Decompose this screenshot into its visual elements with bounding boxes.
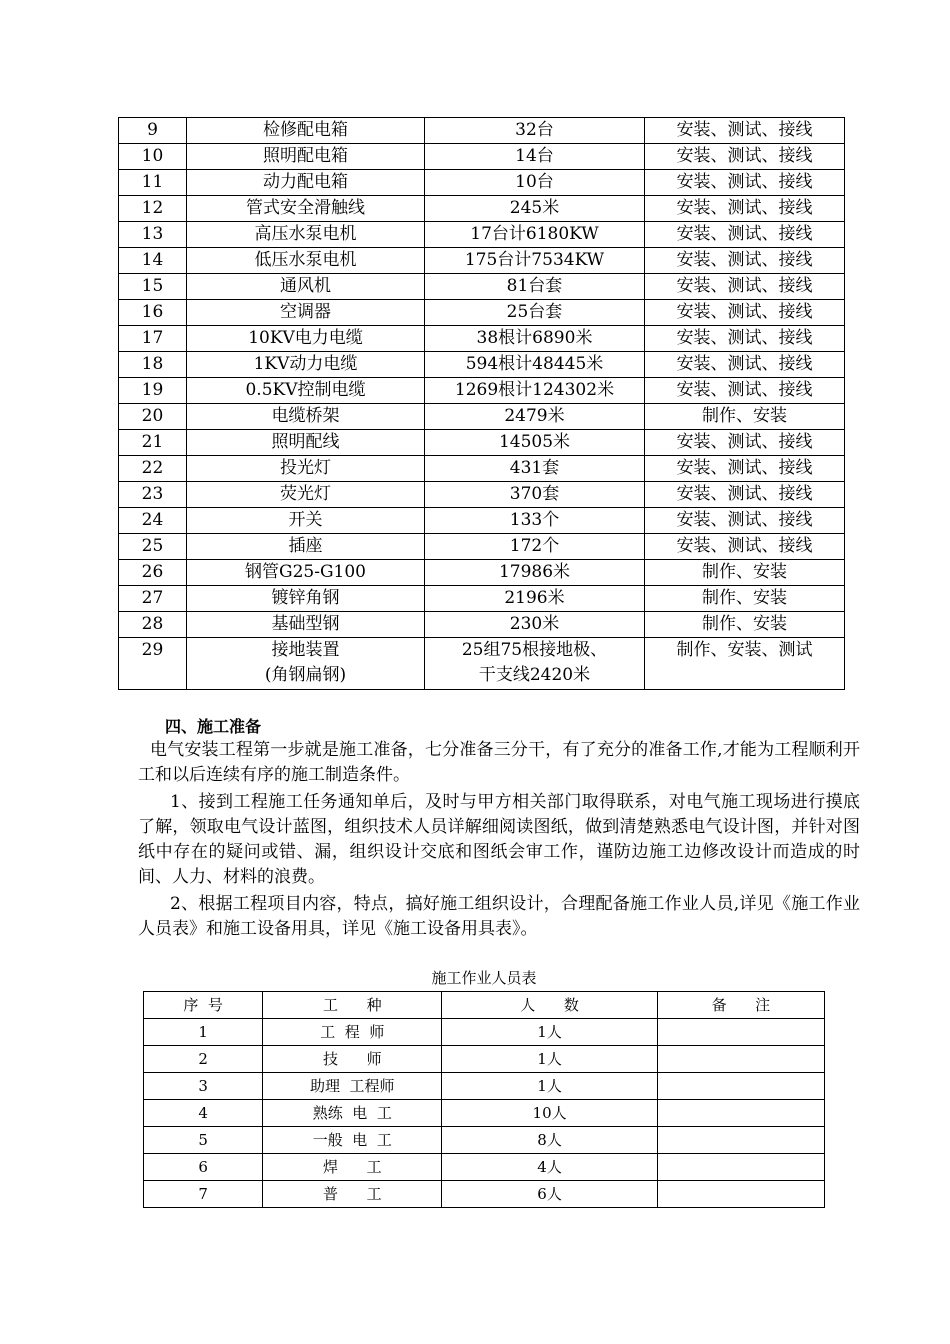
cell-quantity: [425, 196, 645, 222]
cell-work: 安装、测试、接线: [645, 248, 845, 274]
cell-quantity: [425, 638, 645, 690]
cell-number: 3: [144, 1073, 263, 1100]
cell-quantity: [425, 482, 645, 508]
cell-number: 11: [119, 170, 187, 196]
header-cell-count: 人 数: [442, 992, 657, 1019]
cell-quantity-line: 32台: [515, 120, 554, 140]
cell-name: [187, 144, 425, 170]
cell-trade: 熟练 电 工: [263, 1100, 442, 1127]
cell-work: 安装、测试、接线: [645, 508, 845, 534]
cell-work: 安装、测试、接线: [645, 352, 845, 378]
cell-quantity: [425, 534, 645, 560]
cell-quantity-line: 245米: [509, 198, 560, 218]
cell-name-line: 照明配电箱: [263, 146, 348, 166]
table-row: [119, 534, 845, 560]
cell-work: 安装、测试、接线: [645, 170, 845, 196]
cell-quantity: [425, 300, 645, 326]
staff-table: [143, 991, 825, 1208]
table-row: [119, 404, 845, 430]
cell-number: 15: [119, 274, 187, 300]
cell-note: [657, 1181, 824, 1208]
staff-table-caption: 施工作业人员表: [431, 969, 537, 987]
cell-quantity-line: 2479米: [504, 406, 565, 426]
cell-trade: 焊 工: [263, 1154, 442, 1181]
cell-quantity-line: 17台计6180KW: [470, 224, 599, 244]
cell-work: 安装、测试、接线: [645, 378, 845, 404]
cell-number: 18: [119, 352, 187, 378]
cell-quantity: [425, 274, 645, 300]
cell-name-line: 开关: [288, 510, 323, 530]
table-row: [119, 170, 845, 196]
cell-quantity: [425, 378, 645, 404]
cell-name: [187, 560, 425, 586]
cell-number: 12: [119, 196, 187, 222]
cell-name: [187, 586, 425, 612]
table-row: [119, 560, 845, 586]
table-row: [119, 274, 845, 300]
cell-work: 制作、安装: [645, 560, 845, 586]
cell-work: 制作、安装: [645, 612, 845, 638]
cell-number: 19: [119, 378, 187, 404]
cell-quantity: [425, 222, 645, 248]
cell-name-line: 动力配电箱: [263, 172, 348, 192]
cell-number: 27: [119, 586, 187, 612]
cell-work: 安装、测试、接线: [645, 482, 845, 508]
equipment-table: [118, 117, 845, 690]
table-row: [119, 378, 845, 404]
table-row: [119, 612, 845, 638]
cell-name: [187, 222, 425, 248]
cell-number: 20: [119, 404, 187, 430]
table-row: [119, 352, 845, 378]
cell-quantity: [425, 586, 645, 612]
cell-note: [657, 1100, 824, 1127]
cell-number: 29: [119, 638, 187, 690]
cell-name-line: 插座: [288, 536, 323, 556]
cell-count: 1人: [442, 1046, 657, 1073]
cell-name: [187, 170, 425, 196]
table-row: [119, 638, 845, 690]
cell-name: [187, 612, 425, 638]
cell-name-line: 空调器: [280, 302, 331, 322]
cell-number: 7: [144, 1181, 263, 1208]
cell-quantity-line: 38根计6890米: [476, 328, 593, 348]
cell-count: 4人: [442, 1154, 657, 1181]
cell-work: 安装、测试、接线: [645, 196, 845, 222]
cell-work: 安装、测试、接线: [645, 300, 845, 326]
cell-name: [187, 118, 425, 144]
table-row: [119, 222, 845, 248]
cell-quantity-line: 17986米: [498, 562, 571, 582]
cell-number: 2: [144, 1046, 263, 1073]
cell-trade: 工 程 师: [263, 1019, 442, 1046]
cell-quantity-line: 370套: [509, 484, 560, 504]
table-row: [119, 508, 845, 534]
table-row: [119, 118, 845, 144]
cell-note: [657, 1019, 824, 1046]
cell-name-line: 电缆桥架: [271, 406, 340, 426]
cell-name-line: 检修配电箱: [263, 120, 348, 140]
cell-quantity: [425, 508, 645, 534]
cell-work: 安装、测试、接线: [645, 144, 845, 170]
cell-work: 安装、测试、接线: [645, 118, 845, 144]
cell-name: [187, 378, 425, 404]
table-row: [119, 456, 845, 482]
cell-number: 23: [119, 482, 187, 508]
cell-note: [657, 1046, 824, 1073]
header-cell-note: 备 注: [657, 992, 824, 1019]
cell-quantity: [425, 612, 645, 638]
cell-count: 10人: [442, 1100, 657, 1127]
cell-work: 安装、测试、接线: [645, 430, 845, 456]
cell-name: [187, 482, 425, 508]
cell-quantity-line: 2196米: [504, 588, 565, 608]
cell-number: 28: [119, 612, 187, 638]
cell-number: 9: [119, 118, 187, 144]
cell-quantity-line-2: 干支线2420米: [478, 665, 591, 685]
cell-quantity: [425, 144, 645, 170]
paragraph-step-2: 2、根据工程项目内容，特点，搞好施工组织设计，合理配备施工作业人员,详见《施工作业人员表》和施工设备用具，详见《施工设备用具表》。: [138, 894, 860, 939]
section-heading: 四、施工准备: [165, 717, 262, 736]
cell-name: [187, 430, 425, 456]
cell-quantity: [425, 352, 645, 378]
cell-name-line: 钢管G25-G100: [245, 562, 366, 582]
table-row: [119, 326, 845, 352]
cell-name-line: 基础型钢: [271, 614, 340, 634]
cell-quantity-line: 14505米: [498, 432, 571, 452]
cell-work: 安装、测试、接线: [645, 326, 845, 352]
header-cell-trade: 工 种: [263, 992, 442, 1019]
cell-count: 6人: [442, 1181, 657, 1208]
cell-name-line: 高压水泵电机: [254, 224, 357, 244]
cell-quantity-line: 172个: [509, 536, 560, 556]
paragraph-step-1: 1、接到工程施工任务通知单后，及时与甲方相关部门取得联系，对电气施工现场进行摸底了解，领取电气设计蓝图，组织技术人员详解细阅读图纸，做到清楚熟悉电气设计图，并针对图纸中存在的疑问或错、漏，组织设计交底和图纸会审工作，谨防边施工边修改设计而造成的时间、人力、材料的浪费。: [138, 792, 860, 887]
cell-quantity: [425, 430, 645, 456]
staff-table-header-row: [144, 992, 825, 1019]
table-row: [144, 1046, 825, 1073]
cell-quantity-line: 133个: [509, 510, 560, 530]
cell-name-line: 通风机: [280, 276, 331, 296]
cell-name: [187, 248, 425, 274]
cell-name: [187, 196, 425, 222]
cell-quantity-line: 10台: [515, 172, 554, 192]
cell-number: 26: [119, 560, 187, 586]
cell-trade: 一般 电 工: [263, 1127, 442, 1154]
cell-trade: 助理 工程师: [263, 1073, 442, 1100]
cell-name: [187, 508, 425, 534]
cell-name: [187, 300, 425, 326]
cell-number: 16: [119, 300, 187, 326]
cell-count: 1人: [442, 1073, 657, 1100]
cell-work: 安装、测试、接线: [645, 456, 845, 482]
cell-number: 10: [119, 144, 187, 170]
cell-quantity: [425, 118, 645, 144]
cell-note: [657, 1073, 824, 1100]
staff-table-body: [144, 992, 825, 1208]
cell-number: 5: [144, 1127, 263, 1154]
cell-quantity: [425, 170, 645, 196]
cell-work: 制作、安装: [645, 586, 845, 612]
table-row: [119, 430, 845, 456]
cell-name: [187, 274, 425, 300]
cell-number: 21: [119, 430, 187, 456]
cell-count: 8人: [442, 1127, 657, 1154]
cell-name: [187, 638, 425, 690]
cell-number: 17: [119, 326, 187, 352]
cell-trade: 技 师: [263, 1046, 442, 1073]
cell-work: 制作、安装: [645, 404, 845, 430]
header-cell-no: 序 号: [144, 992, 263, 1019]
cell-name-line: 接地装置: [271, 640, 340, 660]
table-row: [119, 248, 845, 274]
cell-quantity-line: 431套: [509, 458, 560, 478]
table-row: [144, 1019, 825, 1046]
paragraph-intro: 电气安装工程第一步就是施工准备，七分准备三分干，有了充分的准备工作,才能为工程顺利开工和以后连续有序的施工制造条件。: [138, 740, 860, 785]
cell-name-line: 投光灯: [280, 458, 331, 478]
cell-quantity: [425, 248, 645, 274]
cell-work: 安装、测试、接线: [645, 222, 845, 248]
cell-name-line: 镀锌角钢: [271, 588, 340, 608]
cell-name-line: 1KV动力电缆: [253, 354, 358, 374]
cell-number: 22: [119, 456, 187, 482]
cell-name: [187, 404, 425, 430]
table-row: [144, 1100, 825, 1127]
table-row: [144, 1073, 825, 1100]
cell-name-line-2: (角钢扁钢): [264, 665, 347, 685]
cell-work: 制作、安装、测试: [645, 638, 845, 690]
cell-name-line: 10KV电力电缆: [248, 328, 363, 348]
cell-name: [187, 326, 425, 352]
cell-quantity: [425, 404, 645, 430]
cell-name-line: 0.5KV控制电缆: [245, 380, 366, 400]
cell-name: [187, 352, 425, 378]
cell-quantity-line: 1269根计124302米: [454, 380, 615, 400]
cell-number: 6: [144, 1154, 263, 1181]
cell-number: 1: [144, 1019, 263, 1046]
cell-note: [657, 1127, 824, 1154]
cell-work: 安装、测试、接线: [645, 274, 845, 300]
cell-quantity: [425, 326, 645, 352]
cell-number: 13: [119, 222, 187, 248]
cell-name: [187, 534, 425, 560]
cell-quantity-line: 594根计48445米: [465, 354, 604, 374]
table-row: [119, 300, 845, 326]
equipment-table-body: [119, 118, 845, 690]
cell-number: 14: [119, 248, 187, 274]
cell-quantity-line: 25组75根接地极、: [461, 640, 608, 660]
cell-work: 安装、测试、接线: [645, 534, 845, 560]
cell-name-line: 管式安全滑触线: [246, 198, 365, 218]
table-row: [144, 1154, 825, 1181]
cell-name: [187, 456, 425, 482]
table-row: [119, 196, 845, 222]
cell-quantity: [425, 456, 645, 482]
table-row: [144, 1127, 825, 1154]
cell-quantity-line: 25台套: [506, 302, 563, 322]
cell-name-line: 照明配线: [271, 432, 340, 452]
cell-note: [657, 1154, 824, 1181]
cell-quantity-line: 14台: [515, 146, 554, 166]
cell-name-line: 低压水泵电机: [254, 250, 357, 270]
cell-number: 24: [119, 508, 187, 534]
table-row: [119, 144, 845, 170]
cell-number: 4: [144, 1100, 263, 1127]
table-row: [119, 586, 845, 612]
cell-number: 25: [119, 534, 187, 560]
cell-quantity-line: 175台计7534KW: [464, 250, 605, 270]
cell-quantity-line: 81台套: [506, 276, 563, 296]
cell-quantity: [425, 560, 645, 586]
cell-count: 1人: [442, 1019, 657, 1046]
cell-name-line: 荧光灯: [280, 484, 331, 504]
table-row: [144, 1181, 825, 1208]
cell-trade: 普 工: [263, 1181, 442, 1208]
cell-quantity-line: 230米: [509, 614, 560, 634]
table-row: [119, 482, 845, 508]
